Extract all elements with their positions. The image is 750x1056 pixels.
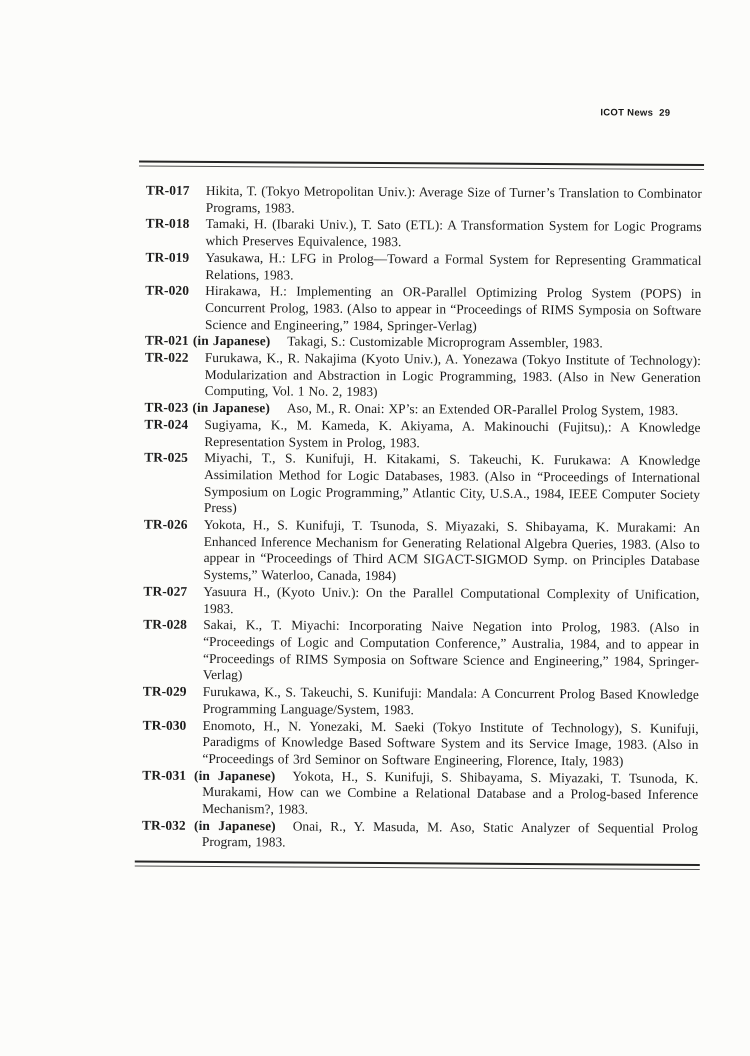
report-citation: Onai, R., Y. Masuda, M. Aso, Static Analyzer of Sequential Prolog Program, 1983. bbox=[201, 818, 699, 850]
report-id: TR-032 bbox=[141, 817, 186, 833]
report-entry bbox=[146, 216, 702, 253]
report-entry bbox=[142, 717, 698, 771]
report-id: TR-024 bbox=[144, 416, 189, 432]
report-citation: Hirakawa, H.: Implementing an OR-Parallel Optimizing Prolog System (POPS) in Concurrent Prolog, 1983. (Also to appear in “Proceedings of RIMS Symposia on Software Science and Engineering,” 1984, Springer-Verlag) bbox=[205, 283, 702, 334]
report-entry bbox=[143, 517, 699, 587]
top-divider bbox=[139, 161, 704, 170]
report-citation: Yasuura H., (Kyoto Univ.): On the Parallel Computational Complexity of Unification, 1983. bbox=[203, 583, 700, 616]
report-entry bbox=[144, 416, 700, 453]
page-number: 29 bbox=[659, 107, 671, 119]
report-citation: Aso, M., R. Onai: XP’s: an Extended OR-Parallel Prolog System, 1983. bbox=[286, 400, 679, 418]
report-id: TR-022 bbox=[144, 349, 189, 365]
report-language-note: (in Japanese) bbox=[194, 817, 276, 834]
report-id: TR-025 bbox=[144, 449, 189, 466]
report-label bbox=[145, 350, 205, 367]
report-label bbox=[146, 183, 206, 200]
report-id: TR-030 bbox=[142, 717, 187, 733]
report-language-note: (in Japanese) bbox=[192, 333, 271, 349]
report-entry bbox=[144, 450, 700, 520]
report-citation: Yokota, H., S. Kunifuji, S. Shibayama, S. Miyazaki, T. Tsunoda, K. Murakami, How can we Combine a Relational Database and a Prolog-based Inference Mechanism?, 1983. bbox=[202, 768, 699, 817]
running-head bbox=[2, 104, 670, 119]
report-citation: Tamaki, H. (Ibaraki Univ.), T. Sato (ETL): A Transformation System for Logic Programs which Preserves Equivalence, 1983. bbox=[205, 216, 702, 250]
report-label bbox=[145, 400, 287, 416]
report-label bbox=[142, 767, 292, 783]
report-citation: Yasukawa, H.: LFG in Prolog—Toward a Formal System for Representing Grammatical Relations, 1983. bbox=[205, 249, 702, 283]
bottom-divider bbox=[135, 861, 700, 870]
report-label bbox=[145, 333, 287, 349]
report-citation: Furukawa, K., S. Takeuchi, S. Kunifuji: Mandala: A Concurrent Prolog Based Knowledge Programming Language/System, 1983. bbox=[202, 684, 699, 718]
report-label bbox=[145, 283, 205, 300]
report-label bbox=[144, 450, 204, 467]
report-id: TR-028 bbox=[143, 616, 188, 633]
report-citation: Hikita, T. (Tokyo Metropolitan Univ.): Average Size of Turner’s Translation to Combinator Programs, 1983. bbox=[205, 182, 702, 216]
report-entry bbox=[146, 183, 702, 220]
report-label bbox=[144, 416, 204, 433]
report-id: TR-023 bbox=[144, 399, 189, 415]
report-id: TR-027 bbox=[143, 583, 188, 599]
report-citation: Enomoto, H., N. Yonezaki, M. Saeki (Tokyo Institute of Technology), S. Kunifuji, Paradigms of Knowledge Based Software System and its Service Image, 1983. (Also in “Proceedings of 3rd Seminor on Software Engineering, Florence, Italy, 1983) bbox=[202, 717, 699, 769]
report-citation: Sugiyama, K., M. Kameda, K. Akiyama, A. Makinouchi (Fujitsu),: A Knowledge Representation System in Prolog, 1983. bbox=[204, 416, 701, 450]
report-label bbox=[143, 617, 203, 634]
report-id: TR-017 bbox=[145, 182, 190, 198]
report-label bbox=[143, 717, 203, 734]
report-citation: Yokota, H., S. Kunifuji, T. Tsunoda, S. Miyazaki, S. Shibayama, K. Murakami: An Enhanced Inference Mechanism for Generating Relational Algebra Queries, 1983. (Also to appear in “Proceedings of Third ACM SIGACT-SIGMOD Symp. on Principles Database Systems,” Waterloo, Canada, 1984) bbox=[203, 517, 700, 584]
report-label bbox=[146, 216, 206, 233]
report-entry bbox=[145, 283, 701, 337]
report-id: TR-018 bbox=[145, 216, 190, 232]
report-id: TR-029 bbox=[142, 683, 187, 699]
report-label bbox=[143, 583, 203, 600]
report-language-note: (in Japanese) bbox=[192, 400, 270, 416]
report-id: TR-026 bbox=[143, 516, 188, 532]
report-id: TR-021 bbox=[144, 332, 189, 349]
report-id: TR-020 bbox=[145, 282, 190, 299]
report-entry bbox=[142, 817, 698, 854]
report-list bbox=[142, 183, 702, 855]
report-label bbox=[143, 684, 203, 701]
report-citation: Sakai, K., T. Miyachi: Incorporating Naive Negation into Prolog, 1983. (Also in “Proceedings of Logic and Computation Conference,” Australia, 1984, and to appear in “Proceedings of RIMS Symposia on Software Science and Engineering,” 1984, Springer-Verlag) bbox=[202, 617, 700, 683]
report-entry bbox=[145, 350, 701, 404]
report-id: TR-019 bbox=[145, 249, 190, 265]
publication-title: ICOT News bbox=[600, 107, 654, 119]
report-language-note: (in Japanese) bbox=[193, 767, 276, 784]
report-entry bbox=[143, 684, 699, 721]
report-entry bbox=[143, 583, 699, 620]
report-label bbox=[144, 517, 204, 534]
report-citation: Miyachi, T., S. Kunifuji, H. Kitakami, S. Takeuchi, K. Furukawa: A Knowledge Assimilation Method for Logic Databases, 1983. (Also in “Proceedings of International Symposium on Logic Programming,” Atlantic City, U.S.A., 1984, IEEE Computer Society Press) bbox=[203, 450, 701, 516]
report-entry bbox=[142, 767, 698, 821]
report-entry bbox=[145, 249, 701, 286]
report-citation: Takagi, S.: Customizable Microprogram Assembler, 1983. bbox=[287, 333, 603, 351]
report-id: TR-031 bbox=[142, 767, 187, 783]
report-citation: Furukawa, K., R. Nakajima (Kyoto Univ.), A. Yonezawa (Tokyo Institute of Technology): Modularization and Abstraction in Logic Programming, 1983. (Also in New Generation Computing, Vol. 1 No. 2, 1983) bbox=[204, 349, 701, 400]
report-label bbox=[145, 249, 205, 266]
report-label bbox=[142, 817, 293, 833]
report-entry bbox=[143, 617, 699, 687]
